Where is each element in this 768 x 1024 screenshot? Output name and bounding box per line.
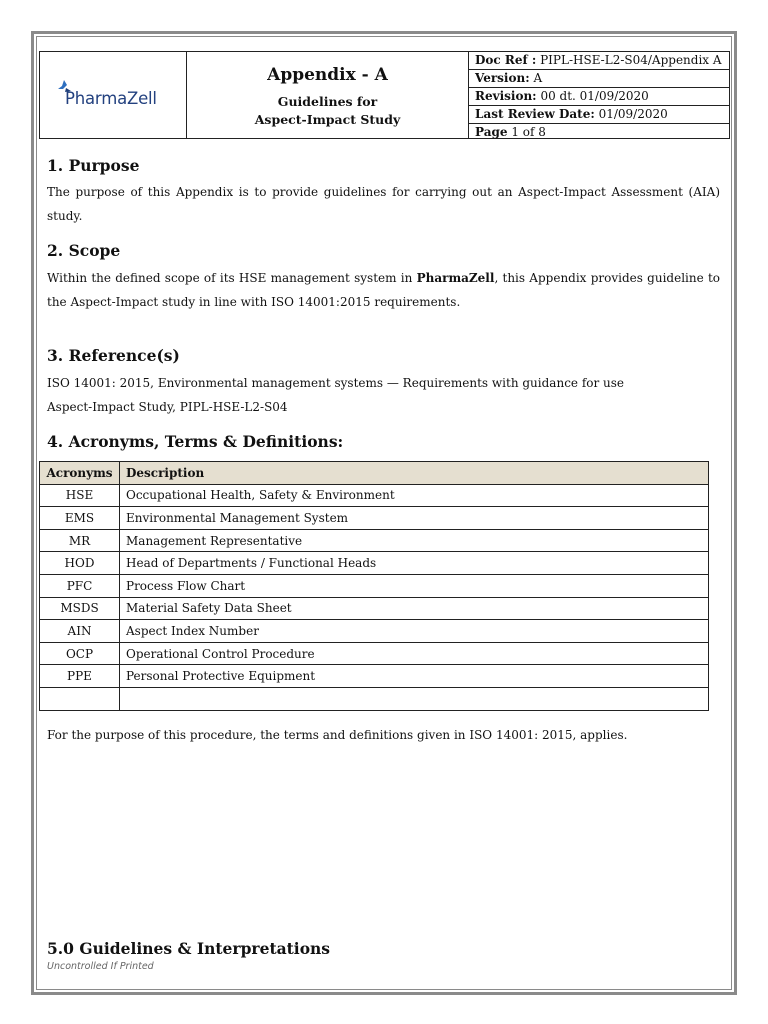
- description-cell: [120, 687, 709, 710]
- meta-label: Last Review Date:: [475, 107, 595, 121]
- table-header-row: [40, 462, 709, 485]
- subtitle-line-2: Aspect-Impact Study: [254, 112, 401, 127]
- acronym-cell: HSE: [40, 484, 120, 507]
- table-row: [40, 529, 709, 552]
- scope-heading: 2. Scope: [47, 241, 121, 260]
- meta-version: [469, 70, 729, 88]
- description-cell: Operational Control Procedure: [120, 642, 709, 665]
- acronym-cell: [40, 687, 120, 710]
- meta-page: [469, 124, 729, 141]
- column-header-description: Description: [120, 462, 709, 485]
- table-row: [40, 507, 709, 530]
- reference-item-2: Aspect-Impact Study, PIPL-HSE-L2-S04: [47, 400, 288, 414]
- description-cell: Management Representative: [120, 529, 709, 552]
- document-subtitle: [187, 93, 468, 129]
- acronym-cell: PFC: [40, 574, 120, 597]
- table-row: [40, 574, 709, 597]
- acronyms-heading: 4. Acronyms, Terms & Definitions:: [47, 432, 344, 451]
- reference-item-1: ISO 14001: 2015, Environmental management systems — Requirements with guidance for use: [47, 376, 625, 390]
- subtitle-line-1: Guidelines for: [277, 94, 378, 109]
- logo-text: PharmaZell: [65, 89, 157, 108]
- description-cell: Material Safety Data Sheet: [120, 597, 709, 620]
- table-row: [40, 484, 709, 507]
- acronym-cell: OCP: [40, 642, 120, 665]
- references-heading: 3. Reference(s): [47, 346, 180, 365]
- logo-cell: [40, 52, 187, 138]
- table-row: [40, 597, 709, 620]
- acronyms-note: For the purpose of this procedure, the terms and definitions given in ISO 14001: 2015, applies.: [47, 728, 628, 742]
- table-row: [40, 620, 709, 643]
- description-cell: Personal Protective Equipment: [120, 665, 709, 688]
- meta-review-date: [469, 106, 729, 124]
- table-row: [40, 665, 709, 688]
- uncontrolled-footer: Uncontrolled If Printed: [47, 961, 154, 972]
- meta-value: 1 of 8: [507, 125, 546, 139]
- meta-doc-ref: [469, 52, 729, 70]
- column-header-acronyms: Acronyms: [40, 462, 120, 485]
- title-cell: [187, 52, 469, 138]
- acronym-cell: MSDS: [40, 597, 120, 620]
- description-cell: Environmental Management System: [120, 507, 709, 530]
- meta-value: 01/09/2020: [594, 107, 668, 121]
- meta-label: Doc Ref :: [475, 53, 537, 67]
- guidelines-heading: 5.0 Guidelines & Interpretations: [47, 939, 331, 958]
- description-cell: Head of Departments / Functional Heads: [120, 552, 709, 575]
- document-title: Appendix - A: [267, 65, 388, 85]
- scope-text-part: Within the defined scope of its HSE management system in: [47, 271, 417, 285]
- acronym-cell: HOD: [40, 552, 120, 575]
- description-cell: Aspect Index Number: [120, 620, 709, 643]
- document-header: [39, 51, 730, 139]
- meta-revision: [469, 88, 729, 106]
- purpose-heading: 1. Purpose: [47, 156, 140, 175]
- company-name: PharmaZell: [416, 271, 495, 285]
- scope-text: [47, 266, 720, 314]
- description-cell: Occupational Health, Safety & Environment: [120, 484, 709, 507]
- meta-label: Page: [475, 125, 508, 139]
- table-row-empty: [40, 687, 709, 710]
- meta-value: PIPL-HSE-L2-S04/Appendix A: [536, 53, 722, 67]
- table-row: [40, 552, 709, 575]
- table-row: [40, 642, 709, 665]
- acronym-cell: PPE: [40, 665, 120, 688]
- meta-value: 00 dt. 01/09/2020: [536, 89, 649, 103]
- document-meta: [469, 52, 729, 138]
- scope-text-part: , this Appendix provides guideline to the Aspect-Impact study in line with ISO 14001:2015 requirements.: [47, 271, 721, 309]
- meta-label: Revision:: [475, 89, 537, 103]
- acronym-cell: EMS: [40, 507, 120, 530]
- acronym-cell: MR: [40, 529, 120, 552]
- acronym-cell: AIN: [40, 620, 120, 643]
- description-cell: Process Flow Chart: [120, 574, 709, 597]
- purpose-text: The purpose of this Appendix is to provide guidelines for carrying out an Aspect-Impact Assessment (AIA) study.: [47, 185, 720, 223]
- meta-label: Version:: [475, 71, 530, 85]
- meta-value: A: [529, 71, 543, 85]
- acronyms-table: [39, 461, 709, 711]
